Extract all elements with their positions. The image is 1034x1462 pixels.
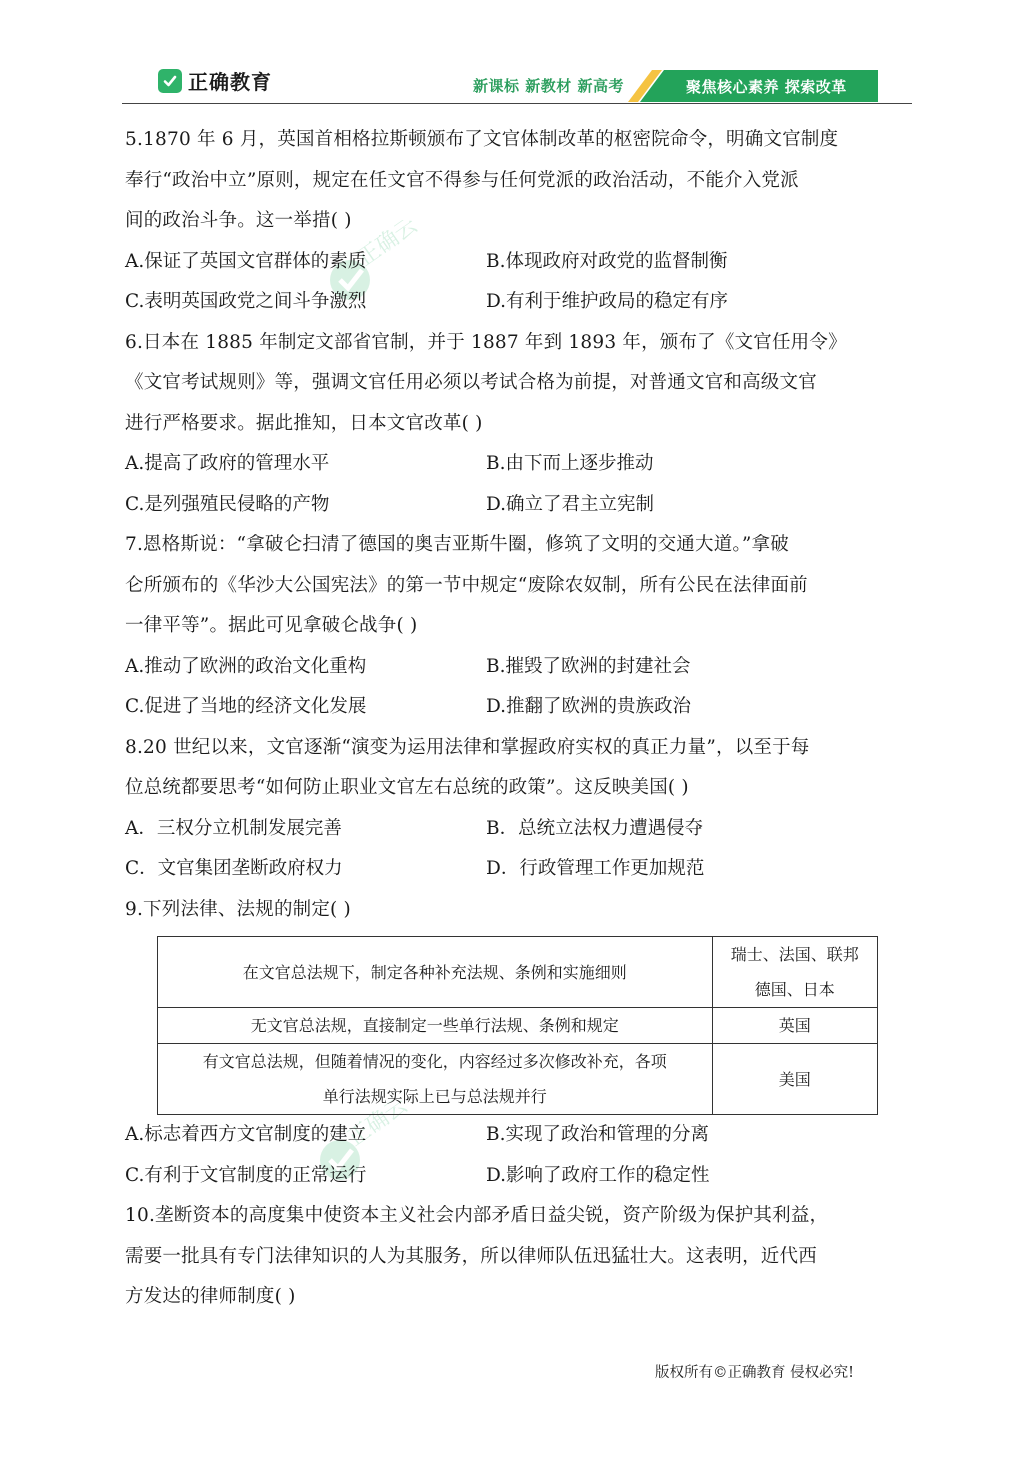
cell-text: 有文官总法规，但随着情况的变化，内容经过多次修改补充，各项	[202, 1052, 667, 1071]
question-6	[125, 323, 905, 526]
question-stem: 奉行“政治中立”原则，规定在任文官不得参与任何党派的政治活动，不能介入党派	[125, 169, 799, 191]
option-c[interactable]: C.是列强殖民侵略的产物	[125, 493, 330, 515]
table-row	[158, 937, 878, 1008]
option-c[interactable]: C.有利于文官制度的正常运行	[125, 1164, 367, 1186]
cell-text: 英国	[778, 1016, 811, 1035]
option-a[interactable]: A.推动了欧洲的政治文化重构	[125, 655, 367, 677]
option-a[interactable]: A.提高了政府的管理水平	[125, 453, 330, 474]
option-d[interactable]: D.有利于维护政局的稳定有序	[486, 291, 729, 312]
cell-text: 美国	[778, 1069, 811, 1089]
options-row	[125, 849, 905, 890]
question-sheet	[125, 120, 905, 1318]
question-10	[125, 1196, 905, 1318]
option-c[interactable]: C.表明英国政党之间斗争激烈	[125, 291, 367, 312]
table-cell	[158, 1008, 713, 1044]
slogan-left: 新课标 新教材 新高考	[473, 77, 624, 95]
option-a[interactable]: A.保证了英国文官群体的素质	[125, 250, 367, 272]
question-stem: 6.日本在 1885 年制定文部省官制，并于 1887 年到 1893 年，颁布了《文官任用令》	[125, 331, 847, 353]
options-row	[125, 444, 905, 485]
question-stem: 10.垄断资本的高度集中使资本主义社会内部矛盾日益尖锐，资产阶级为保护其利益，	[125, 1205, 829, 1226]
table-cell	[712, 937, 877, 1008]
question-stem: 需要一批具有专门法律知识的人为其服务，所以律师队伍迅猛壮大。这表明，近代西	[125, 1245, 817, 1267]
options-row	[125, 242, 905, 283]
cell-text: 在文官总法规下，制定各种补充法规、条例和实施细则	[242, 962, 627, 982]
question-stem: 《文官考试规则》等，强调文官任用必须以考试合格为前提，对普通文官和高级文官	[125, 372, 817, 393]
cell-text: 德国、日本	[754, 980, 835, 999]
option-c[interactable]: C.促进了当地的经济文化发展	[125, 696, 367, 717]
table-cell	[712, 1044, 877, 1115]
question-stem: 间的政治斗争。这一举措( )	[125, 210, 352, 231]
question-8	[125, 728, 905, 890]
header-divider	[122, 103, 912, 104]
brand-logo	[158, 66, 272, 95]
options-row	[125, 1115, 905, 1156]
question-stem: 一律平等”。据此可见拿破仑战争( )	[125, 615, 418, 636]
question-5	[125, 120, 905, 323]
table-cell	[158, 1044, 713, 1115]
option-b[interactable]: B．总统立法权力遭遇侵夺	[486, 817, 704, 839]
question-stem: 方发达的律师制度( )	[125, 1286, 296, 1307]
option-d[interactable]: D.影响了政府工作的稳定性	[486, 1164, 710, 1186]
question-stem: 位总统都要思考“如何防止职业文官左右总统的政策”。这反映美国( )	[125, 777, 689, 798]
question-stem: 5.1870 年 6 月，英国首相格拉斯顿颁布了文官体制改革的枢密院命令，明确文官制度	[125, 129, 839, 150]
options-row	[125, 282, 905, 323]
table-cell	[712, 1008, 877, 1044]
option-d[interactable]: D．行政管理工作更加规范	[486, 858, 705, 879]
question-stem: 8.20 世纪以来，文官逐渐“演变为运用法律和掌握政府实权的真正力量”，以至于每	[125, 736, 810, 758]
question-stem: 9.下列法律、法规的制定( )	[125, 898, 351, 920]
option-c[interactable]: C．文官集团垄断政府权力	[125, 858, 343, 879]
option-d[interactable]: D.推翻了欧洲的贵族政治	[486, 696, 692, 717]
options-row	[125, 1156, 905, 1197]
slogan-right: 聚焦核心素养 探索改革	[686, 78, 847, 96]
options-row	[125, 485, 905, 526]
copyright-notice: 版权所有©正确教育 侵权必究!	[655, 1365, 854, 1381]
svg-text:正确云: 正确云	[343, 1100, 412, 1152]
cell-text: 单行法规实际上已与总法规并行	[322, 1087, 547, 1106]
option-b[interactable]: B.摧毁了欧洲的封建社会	[486, 655, 691, 677]
check-icon	[158, 69, 182, 93]
table-row	[158, 1008, 878, 1044]
table-cell	[158, 937, 713, 1008]
option-b[interactable]: B.由下而上逐步推动	[486, 453, 654, 474]
cell-text: 无文官总法规，直接制定一些单行法规、条例和规定	[250, 1016, 619, 1035]
option-b[interactable]: B.体现政府对政党的监督制衡	[486, 250, 728, 272]
page-header	[0, 0, 1034, 110]
option-a[interactable]: A.标志着西方文官制度的建立	[125, 1124, 367, 1145]
rules-table	[157, 936, 878, 1115]
options-row	[125, 809, 905, 850]
question-7	[125, 525, 905, 728]
question-9	[125, 890, 905, 1197]
table-row	[158, 1044, 878, 1115]
option-b[interactable]: B.实现了政治和管理的分离	[486, 1124, 709, 1145]
options-row	[125, 647, 905, 688]
svg-text:正确云: 正确云	[353, 220, 422, 272]
question-stem: 仑所颁布的《华沙大公国宪法》的第一节中规定“废除农奴制，所有公民在法律面前	[125, 574, 808, 596]
brand-name: 正确教育	[188, 70, 272, 94]
cell-text: 瑞士、法国、联邦	[730, 945, 859, 964]
option-a[interactable]: A．三权分立机制发展完善	[125, 817, 342, 839]
option-d[interactable]: D.确立了君主立宪制	[486, 493, 655, 515]
question-stem: 7.恩格斯说：“拿破仑扫清了德国的奥吉亚斯牛圈，修筑了文明的交通大道。”拿破	[125, 534, 789, 555]
options-row	[125, 687, 905, 728]
question-stem: 进行严格要求。据此推知，日本文官改革( )	[125, 412, 483, 434]
